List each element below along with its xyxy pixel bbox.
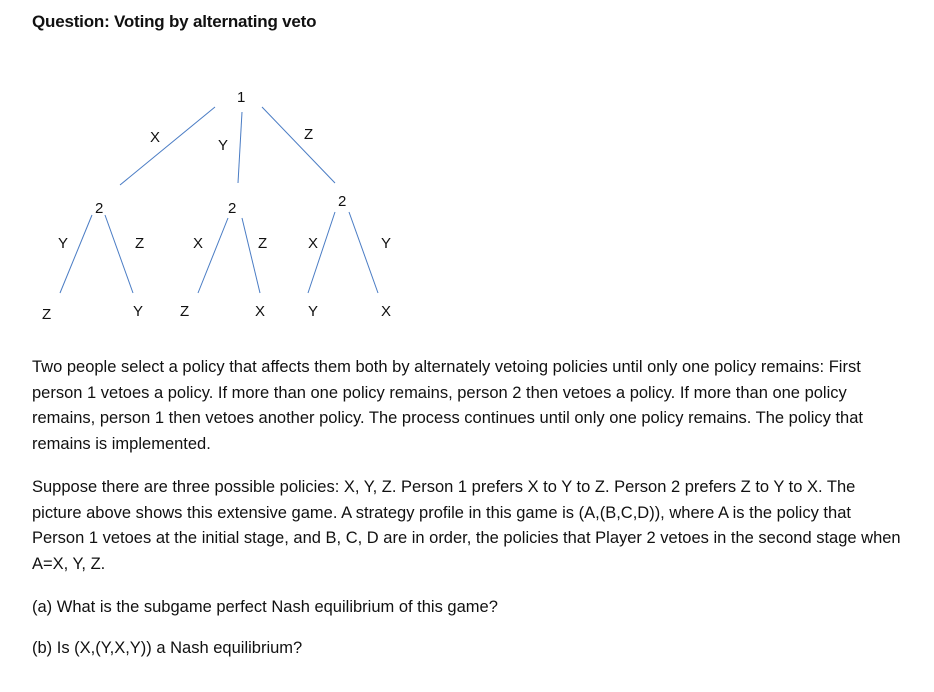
tree-edge-right-right — [349, 212, 378, 293]
question-title: Question: Voting by alternating veto — [32, 12, 317, 31]
game-setup-paragraph: Suppose there are three possible policies: X, Y, Z. Person 1 prefers X to Y to Z. Person 2 prefers Z to Y to X. The picture above shows this extensive game. A strategy profile in this game is (A,(B,C,D)), where A is the policy that Person 1 vetoes at the initial stage, and B, C, D are in order, the policies that Player 2 vetoes in the second stage when A=X, Y, Z. — [32, 478, 901, 573]
tree-edge-label-left-y: Y — [58, 235, 69, 252]
tree-outcome-1: Z — [42, 306, 52, 323]
tree-outcome-5: Y — [308, 303, 319, 320]
tree-outcome-2: Y — [133, 303, 144, 320]
tree-node-player2-left: 2 — [95, 200, 104, 217]
tree-edge-left-left — [60, 215, 92, 293]
tree-outcome-4: X — [255, 303, 266, 320]
tree-edge-left-right — [105, 215, 133, 293]
tree-edge-label-middle-z: Z — [258, 235, 268, 252]
tree-edge-middle-right — [242, 218, 260, 293]
game-tree-diagram — [0, 0, 934, 340]
tree-edge-label-right-x: X — [308, 235, 319, 252]
tree-edge-root-middle — [238, 112, 242, 183]
question-a: (a) What is the subgame perfect Nash equilibrium of this game? — [32, 598, 498, 616]
tree-edge-label-x: X — [150, 129, 161, 146]
tree-edge-root-left — [120, 107, 215, 185]
tree-outcome-3: Z — [180, 303, 190, 320]
tree-edge-label-middle-x: X — [193, 235, 204, 252]
tree-node-player2-right: 2 — [338, 193, 347, 210]
tree-edge-label-y: Y — [218, 137, 229, 154]
tree-edge-right-left — [308, 212, 335, 293]
tree-edge-middle-left — [198, 218, 228, 293]
tree-edge-label-right-y: Y — [381, 235, 392, 252]
tree-edge-root-right — [262, 107, 335, 183]
tree-node-root: 1 — [237, 89, 246, 106]
tree-edge-label-left-z: Z — [135, 235, 145, 252]
problem-description-paragraph: Two people select a policy that affects them both by alternately vetoing policies until only one policy remains: First person 1 vetoes a policy. If more than one policy remains, person 2 then vetoes a policy. If more than one policy remains, person 1 then vetoes another policy. The process continues until only one policy remains. The policy that remains is implemented. — [32, 358, 863, 453]
question-b: (b) Is (X,(Y,X,Y)) a Nash equilibrium? — [32, 639, 303, 657]
tree-outcome-6: X — [381, 303, 392, 320]
tree-edge-label-z: Z — [304, 126, 314, 143]
tree-node-player2-middle: 2 — [228, 200, 237, 217]
